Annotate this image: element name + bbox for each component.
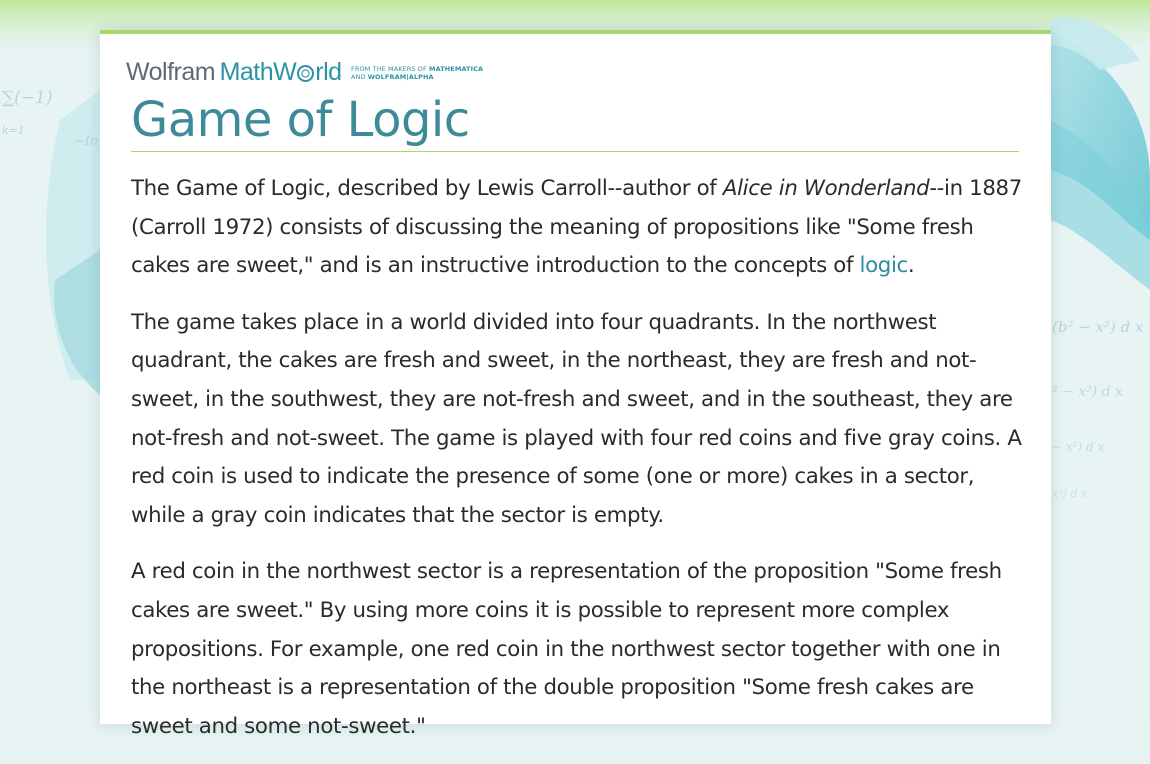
brand-tagline (351, 65, 483, 81)
background-formula-right-4 (1052, 487, 1087, 500)
brand-mathworld-text (220, 58, 342, 86)
brand-tagline-bold: MATHEMATICA (429, 64, 484, 73)
logic-link[interactable]: logic (859, 253, 908, 279)
title-divider (131, 151, 1019, 152)
book-title: Alice in Wonderland (722, 176, 930, 201)
brand-tagline-text: AND (351, 72, 368, 81)
paragraph-text: --in 1887 (Carroll 1972) consists of discussing the meaning of propositions like "Some fresh cakes are sweet," and is an instructive introduction to the concepts of (131, 176, 1022, 279)
background-formula-right-3 (1052, 440, 1104, 454)
background-formula-text: −In (74, 134, 99, 149)
background-formula-text: ∑(−1) (2, 88, 53, 108)
brand-tagline-text: FROM THE MAKERS OF (351, 64, 430, 73)
background-formula-left (2, 88, 52, 108)
paragraph-text: The Game of Logic, described by Lewis Carroll--author of (131, 176, 723, 201)
background-formula-left-sub (2, 124, 25, 137)
background-formula-text: ² − x²) d x (1052, 384, 1123, 400)
background-formula-left-ln (74, 134, 98, 149)
paragraph-1 (131, 170, 1031, 286)
article-body (131, 170, 1031, 764)
wolfram-globe-icon (297, 65, 314, 82)
brand-mathworld-pre: MathW (219, 58, 297, 86)
brand-mathworld-post: rld (315, 58, 342, 86)
brand-wolfram-text: Wolfram (126, 58, 216, 86)
paragraph-3: A red coin in the northwest sector is a representation of the proposition "Some fresh cakes are sweet." By using more coins it is possible to represent more complex propositions. For example, one red coin in the northwest sector together with one in the northeast is a representation of the double proposition "Some fresh cakes are sweet and some not-sweet." (131, 559, 1002, 739)
background-formula-text: (b² − x²) d x (1052, 318, 1144, 336)
paragraph-2: The game takes place in a world divided into four quadrants. In the northwest quadrant, the cakes are fresh and sweet, in the northeast, they are fresh and not-sweet, in the southwest, they are not-fresh and sweet, and in the southeast, they are not-fresh and not-sweet. The game is played with four red coins and five gray coins. A red coin is used to indicate the presence of some (one or more) cakes in a sector, while a gray coin indicates that the sector is empty. (131, 309, 1022, 528)
background-formula-text: k=1 (2, 124, 25, 137)
page-title: Game of Logic (131, 92, 470, 148)
background-formula-right-2 (1052, 384, 1123, 400)
brand-tagline-bold: WOLFRAM|ALPHA (367, 72, 434, 81)
background-formula-text: − x²) d x (1052, 440, 1105, 454)
article-card (100, 30, 1051, 739)
mathworld-logo[interactable] (126, 58, 483, 86)
background-formula-right-1 (1052, 318, 1144, 336)
background-formula-text: x²) d x (1052, 487, 1088, 500)
paragraph-text: . (907, 253, 915, 279)
